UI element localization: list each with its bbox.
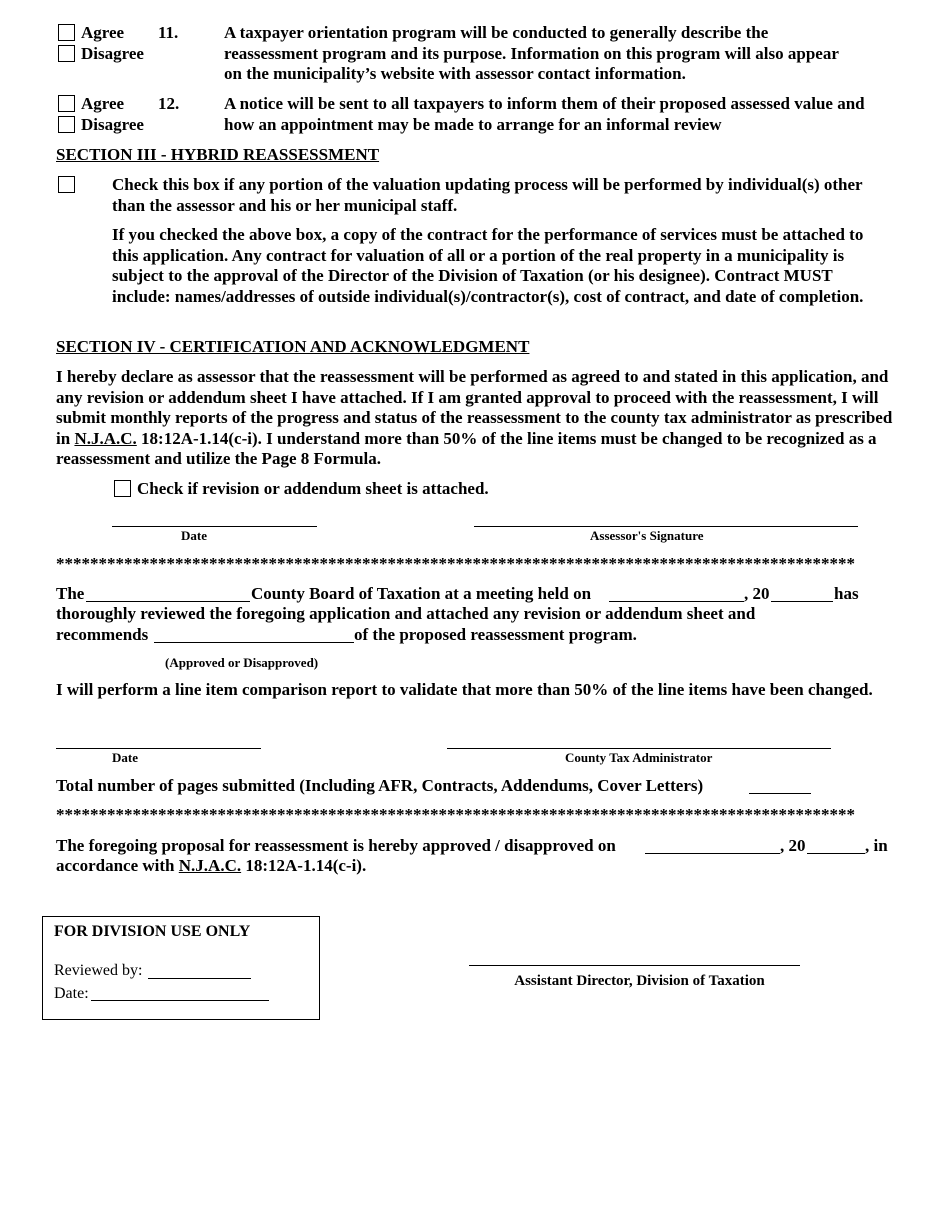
assessor-signature-label: Assessor's Signature — [590, 528, 704, 543]
assistant-director-signature-line[interactable] — [469, 965, 800, 966]
njac-reference: N.J.A.C. — [74, 428, 137, 448]
board-the: The — [56, 584, 85, 603]
cta-signature-line[interactable] — [447, 748, 831, 749]
board-of-program: of the proposed reassessment program. — [354, 625, 637, 644]
assessor-signature-line[interactable] — [474, 526, 858, 527]
board-has: has — [834, 584, 859, 603]
final-approval-text: The foregoing proposal for reassessment is hereby approved / disapproved on — [56, 836, 616, 855]
separator-1: ********************************************************************************************** — [56, 554, 855, 573]
item-11-disagree-checkbox[interactable] — [58, 45, 75, 62]
item-12-disagree-checkbox[interactable] — [58, 116, 75, 133]
approved-label: (Approved or Disapproved) — [165, 655, 319, 670]
county-name-line[interactable] — [86, 601, 250, 602]
reviewed-by-label: Reviewed by: — [54, 962, 143, 979]
hybrid-check-text: Check this box if any portion of the valuation updating process will be performed by individual(s) other than the assessor and his or her municipal staff. — [112, 175, 863, 215]
line-item-statement: I will perform a line item comparison report to validate that more than 50% of the line items have been changed. — [56, 680, 873, 699]
item-12-text: A notice will be sent to all taxpayers to inform them of their proposed assessed value and how an appointment may be made to arrange for an informal review — [224, 94, 865, 134]
assistant-director-label: Assistant Director, Division of Taxation — [514, 973, 765, 989]
approval-date-line[interactable] — [645, 853, 780, 854]
assessor-date-line[interactable] — [112, 526, 317, 527]
item-11-number: 11. — [158, 23, 179, 42]
hybrid-contract-note: If you checked the above box, a copy of the contract for the performance of services must be attached to this application. Any contract for valuation of all or a portion of the real property in a municipality is subject to the approval of the Director of the Division of Taxation (or his designee). Contract MUST include: names/addresses of outside individual(s)/contractor(s), cost of contract, and date of completion. — [112, 225, 864, 306]
approval-in: , in — [865, 836, 888, 855]
reviewed-by-line[interactable] — [148, 978, 251, 979]
accordance-text: accordance with — [56, 856, 175, 875]
board-recommends: recommends — [56, 625, 149, 644]
item-12-disagree-label: Disagree — [81, 115, 144, 134]
cta-label: County Tax Administrator — [565, 750, 713, 765]
meeting-date-line[interactable] — [609, 601, 744, 602]
final-njac: N.J.A.C. — [178, 856, 242, 875]
meeting-year-line[interactable] — [771, 601, 833, 602]
item-11-agree-label: Agree — [81, 23, 125, 42]
item-12-number: 12. — [158, 94, 180, 113]
approval-year-prefix: , 20 — [780, 836, 806, 855]
final-accordance — [56, 856, 366, 877]
approval-year-line[interactable] — [807, 853, 865, 854]
division-date-line[interactable] — [91, 1000, 269, 1001]
section-3-heading: SECTION III - HYBRID REASSESSMENT — [56, 145, 380, 164]
item-11-disagree-label: Disagree — [81, 44, 144, 63]
division-date-label: Date: — [54, 985, 89, 1002]
item-12-agree-checkbox[interactable] — [58, 95, 75, 112]
board-year-prefix: , 20 — [744, 584, 770, 603]
cta-date-label: Date — [112, 750, 138, 765]
board-county-text: County Board of Taxation at a meeting held on — [251, 584, 592, 603]
certification-text-after: 18:12A-1.14(c-i). I understand more than 50% of the line items must be changed to be recognized as a reassessment and utilize the Page 8 Formula. — [56, 428, 877, 468]
division-use-title: FOR DIVISION USE ONLY — [54, 923, 251, 940]
separator-2: ********************************************************************************************** — [56, 805, 855, 824]
final-ref: 18:12A-1.14(c-i). — [245, 856, 367, 875]
revision-check-label: Check if revision or addendum sheet is attached. — [137, 479, 489, 498]
cta-date-line[interactable] — [56, 748, 261, 749]
item-12-agree-label: Agree — [81, 94, 125, 113]
certification-paragraph — [56, 367, 896, 470]
item-11-text: A taxpayer orientation program will be conducted to generally describe the reassessment program and its purpose. Information on this program will also appear on the municipality’s website with assessor contact information. — [224, 23, 839, 83]
hybrid-reassessment-checkbox[interactable] — [58, 176, 75, 193]
total-pages-line[interactable] — [749, 793, 811, 794]
recommendation-line[interactable] — [154, 642, 354, 643]
section-4-heading: SECTION IV - CERTIFICATION AND ACKNOWLEDGMENT — [56, 337, 530, 356]
board-line-2: thoroughly reviewed the foregoing application and attached any revision or addendum sheet and — [56, 604, 756, 623]
revision-attached-checkbox[interactable] — [114, 480, 131, 497]
assessor-date-label: Date — [181, 528, 207, 543]
total-pages-label: Total number of pages submitted (Including AFR, Contracts, Addendums, Cover Letters) — [56, 776, 704, 795]
item-11-agree-checkbox[interactable] — [58, 24, 75, 41]
certification-text-before: I hereby declare as assessor that the reassessment will be performed as agreed to and stated in this application, and any revision or addendum sheet I have attached. If I am granted approval to proceed with the reassessment, I will submit monthly reports of the progress and status of the reassessment to the county tax administrator as prescribed in — [56, 367, 893, 448]
